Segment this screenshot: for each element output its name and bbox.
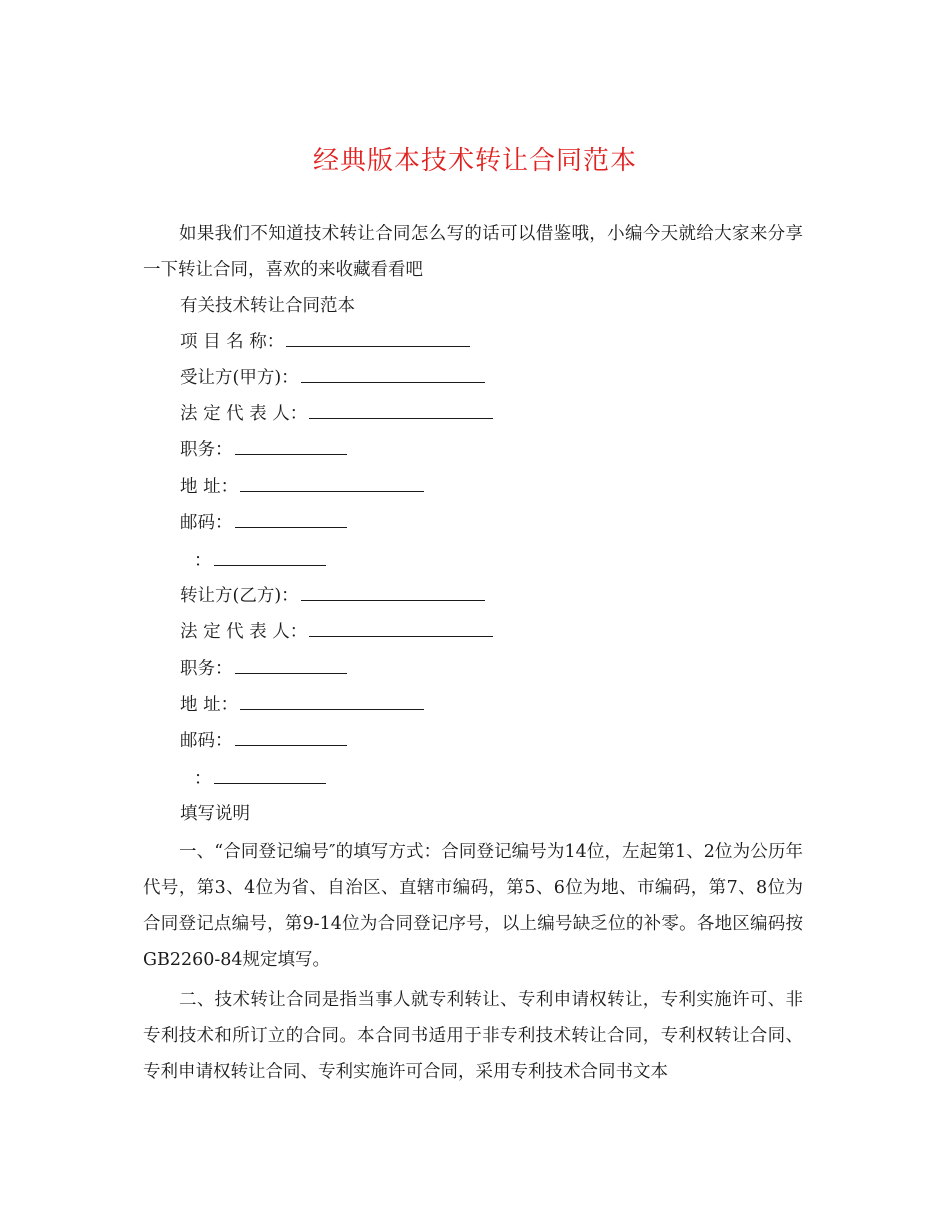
- assignor-label: 转让方(乙方)：: [180, 586, 299, 606]
- party-a-legal-rep-label: 法 定 代 表 人：: [180, 404, 308, 424]
- instruction-2: 二、技术转让合同是指当事人就专利转让、专利申请权转让，专利实施许可、非专利技术和所订立的合同。本合同书适用于非专利技术转让合同，专利权转让合同、专利申请权转让合同、专利实施许可合同，采用专利技术合同书文本: [143, 990, 803, 1082]
- party-b-colon-label: ：: [194, 769, 212, 789]
- assignee-blank: [301, 368, 485, 383]
- intro-paragraph: 如果我们不知道技术转让合同怎么写的话可以借鉴哦，小编今天就给大家来分享一下转让合同，喜欢的来收藏看看吧: [143, 224, 803, 280]
- party-b-colon-row: [180, 761, 326, 797]
- party-a-address-label: 地 址：: [180, 477, 239, 497]
- party-b-address-row: [180, 687, 424, 723]
- party-a-postcode-blank: [235, 513, 347, 528]
- party-a-colon-label: ：: [194, 551, 212, 571]
- section-heading: 有关技术转让合同范本: [180, 296, 355, 316]
- party-b-address-label: 地 址：: [180, 695, 239, 715]
- assignee-row: [180, 360, 485, 396]
- party-a-legal-rep-blank: [309, 404, 493, 419]
- party-a-postcode-row: [180, 505, 347, 541]
- party-b-legal-rep-row: [180, 614, 493, 650]
- party-b-position-blank: [235, 659, 347, 674]
- party-b-position-row: [180, 651, 347, 687]
- party-a-postcode-label: 邮码：: [180, 513, 233, 533]
- assignor-blank: [301, 586, 485, 601]
- party-b-legal-rep-blank: [309, 622, 493, 637]
- party-a-colon-blank: [214, 551, 326, 566]
- document-title: 经典版本技术转让合同范本: [312, 146, 637, 176]
- party-b-colon-blank: [214, 769, 326, 784]
- project-name-blank: [286, 332, 470, 347]
- party-a-colon-row: [180, 543, 326, 579]
- party-b-postcode-blank: [235, 731, 347, 746]
- party-a-position-row: [180, 432, 347, 468]
- party-a-position-blank: [235, 440, 347, 455]
- project-name-row: [180, 324, 470, 360]
- party-b-address-blank: [240, 695, 424, 710]
- project-name-label: 项 目 名 称：: [180, 332, 285, 352]
- party-a-address-blank: [240, 477, 424, 492]
- party-a-legal-rep-row: [180, 396, 493, 432]
- instructions-block: [143, 834, 803, 1094]
- assignor-row: [180, 578, 485, 614]
- party-a-position-label: 职务：: [180, 440, 233, 460]
- instruction-1: 一、“合同登记编号″的填写方式：合同登记编号为14位，左起第1、2位为公历年代号，第3、4位为省、自治区、直辖市编码，第5、6位为地、市编码，第7、8位为合同登记点编号，第9-14位为合同登记序号，以上编号缺乏位的补零。各地区编码按GB2260-84规定填写。: [143, 842, 803, 970]
- party-a-address-row: [180, 469, 424, 505]
- party-b-position-label: 职务：: [180, 659, 233, 679]
- party-b-postcode-row: [180, 723, 347, 759]
- party-b-legal-rep-label: 法 定 代 表 人：: [180, 622, 308, 642]
- assignee-label: 受让方(甲方)：: [180, 368, 299, 388]
- fill-instructions-heading: 填写说明: [180, 804, 250, 824]
- intro-block: [143, 216, 803, 288]
- party-b-postcode-label: 邮码：: [180, 731, 233, 751]
